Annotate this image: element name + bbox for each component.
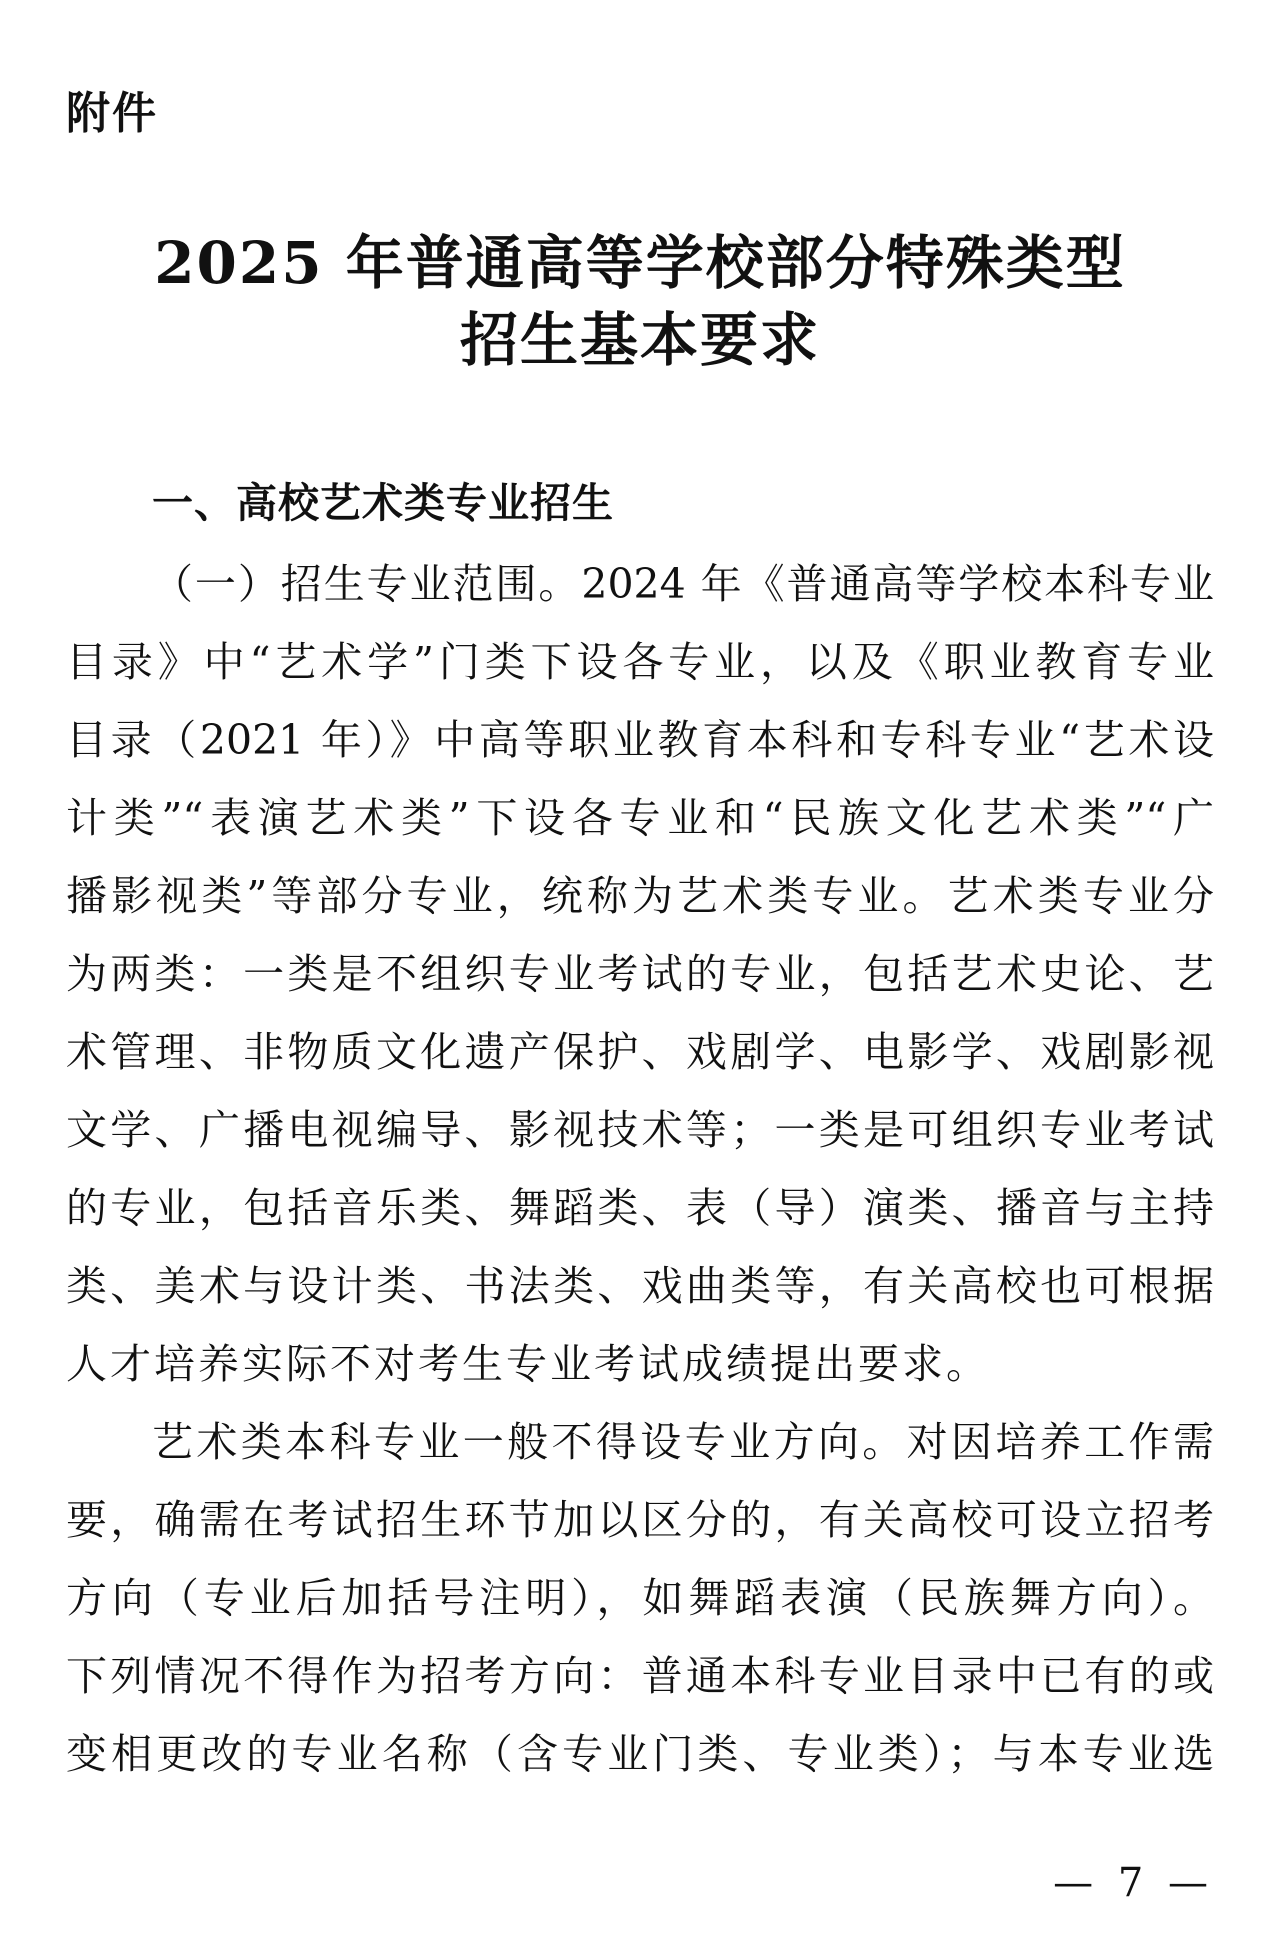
paragraph-1-line: 为两类：一类是不组织专业考试的专业，包括艺术史论、艺	[66, 950, 1214, 998]
page-number: — 7 —	[1053, 1860, 1214, 1906]
paragraph-1-line: （一）招生专业范围。2024 年《普通高等学校本科专业	[152, 560, 1214, 608]
document-title-line-1: 2025 年普通高等学校部分特殊类型	[154, 229, 1126, 297]
paragraph-2-line: 变相更改的专业名称（含专业门类、专业类）；与本专业选	[66, 1730, 1214, 1778]
attachment-label: 附件	[66, 88, 158, 139]
paragraph-1-line: 目录（2021 年）》中高等职业教育本科和专科专业“艺术设	[66, 716, 1214, 764]
section-heading: 一、高校艺术类专业招生	[152, 479, 614, 527]
paragraph-2-line: 艺术类本科专业一般不得设专业方向。对因培养工作需	[152, 1418, 1214, 1466]
paragraph-2-line: 方向（专业后加括号注明），如舞蹈表演（民族舞方向）。	[66, 1574, 1214, 1622]
paragraph-1-line: 的专业，包括音乐类、舞蹈类、表（导）演类、播音与主持	[66, 1184, 1214, 1232]
paragraph-1-line: 文学、广播电视编导、影视技术等；一类是可组织专业考试	[66, 1106, 1214, 1154]
paragraph-1-line: 计类”“表演艺术类”下设各专业和“民族文化艺术类”“广	[66, 794, 1214, 842]
paragraph-1-line: 播影视类”等部分专业，统称为艺术类专业。艺术类专业分	[66, 872, 1214, 920]
document-title-line-2: 招生基本要求	[459, 306, 820, 374]
paragraph-2-line: 下列情况不得作为招考方向：普通本科专业目录中已有的或	[66, 1652, 1214, 1700]
paragraph-1-line: 术管理、非物质文化遗产保护、戏剧学、电影学、戏剧影视	[66, 1028, 1214, 1076]
paragraph-1-line: 类、美术与设计类、书法类、戏曲类等，有关高校也可根据	[66, 1262, 1214, 1310]
paragraph-1-line: 人才培养实际不对考生专业考试成绩提出要求。	[66, 1340, 990, 1388]
paragraph-2-line: 要，确需在考试招生环节加以区分的，有关高校可设立招考	[66, 1496, 1214, 1544]
paragraph-1-line: 目录》中“艺术学”门类下设各专业，以及《职业教育专业	[66, 638, 1214, 686]
